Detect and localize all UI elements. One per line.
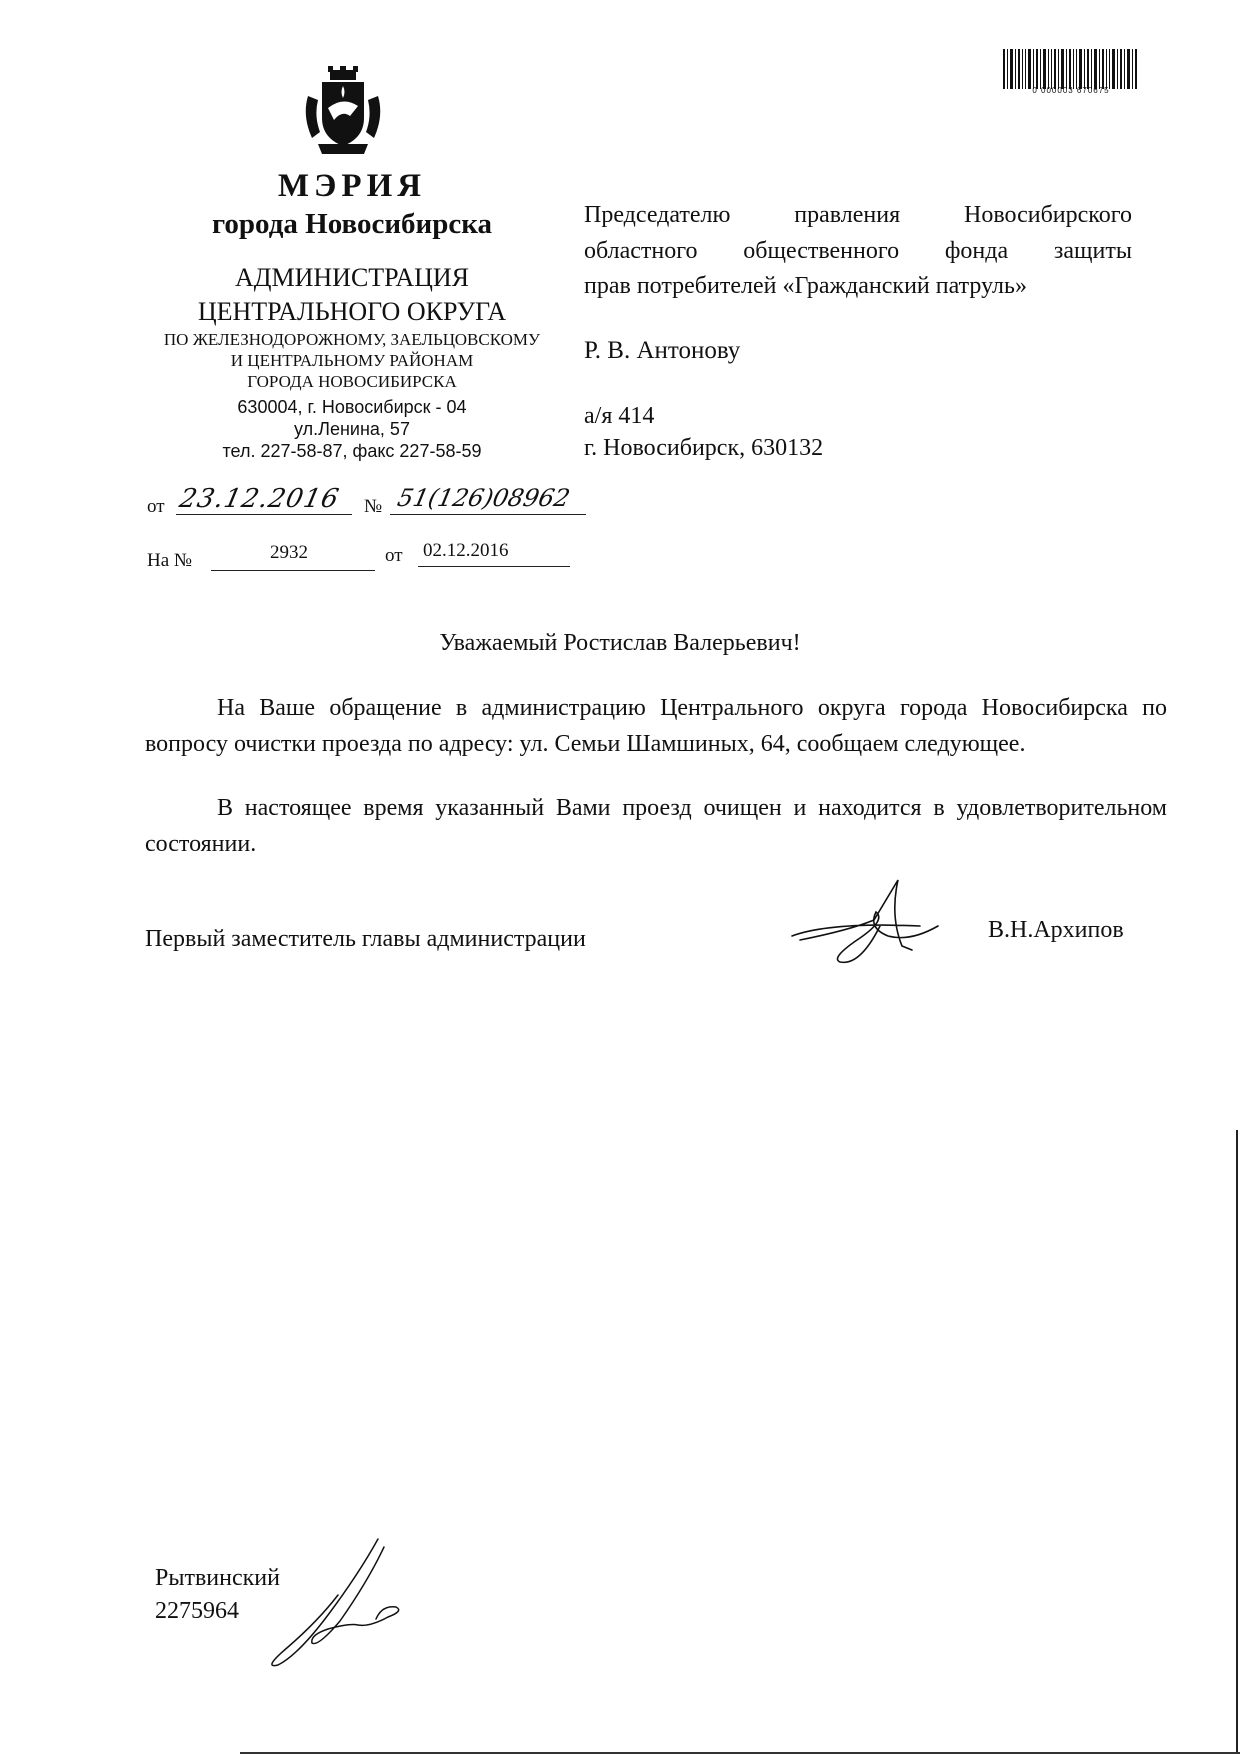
recipient-line2: областного общественного фонда защиты	[584, 238, 1132, 264]
reply-number-underline	[211, 570, 375, 571]
letterhead-admin-line2: ЦЕНТРАЛЬНОГО ОКРУГА	[197, 297, 507, 326]
outgoing-date-label: от	[147, 496, 165, 517]
letterhead-address-line2: ул.Ленина, 57	[294, 419, 410, 439]
scan-edge-right	[1236, 1130, 1238, 1754]
recipient-name: Р. В. Антонову	[584, 337, 741, 364]
recipient-line1: Председателю правления Новосибирского	[584, 202, 1132, 228]
recipient-po-box: а/я 414	[584, 403, 655, 429]
signatory-position: Первый заместитель главы администрации	[145, 926, 586, 952]
recipient-line3: прав потребителей «Гражданский патруль»	[584, 273, 1027, 299]
reply-number-label: На №	[147, 550, 193, 571]
letterhead-title: МЭРИЯ	[277, 168, 427, 204]
reply-date-underline	[418, 566, 570, 567]
executor-name: Рытвинский	[155, 1565, 280, 1591]
letterhead-address-line1: 630004, г. Новосибирск - 04	[237, 397, 467, 417]
body-paragraph-2: В настоящее время указанный Вами проезд очищен и находится в удовлетворительном состоянии.	[145, 795, 1167, 857]
executor-signature-icon	[258, 1535, 428, 1675]
outgoing-number-underline	[390, 514, 586, 515]
greeting: Уважаемый Ростислав Валерьевич!	[439, 630, 801, 656]
signatory-name: В.Н.Архипов	[988, 917, 1124, 943]
coat-of-arms-icon	[298, 66, 388, 156]
outgoing-date-handwritten: 23.12.2016	[176, 484, 343, 514]
letterhead-admin-line1: АДМИНИСТРАЦИЯ	[235, 263, 469, 292]
reply-date: 02.12.2016	[423, 540, 509, 561]
outgoing-number-handwritten: 51(126)08962	[395, 484, 573, 512]
reply-number: 2932	[270, 542, 308, 563]
letterhead-district-line3: ГОРОДА НОВОСИБИРСКА	[247, 372, 457, 391]
outgoing-date-underline	[176, 514, 352, 515]
barcode-digits: 0 000003 670675	[1032, 86, 1110, 95]
outgoing-number-label: №	[364, 496, 383, 517]
recipient-city: г. Новосибирск, 630132	[584, 435, 824, 461]
letterhead-address-line3: тел. 227-58-87, факс 227-58-59	[222, 441, 482, 461]
body-paragraph-1: На Ваше обращение в администрацию Центрального округа города Новосибирска по вопросу очистки проезда по адресу: ул. Семьи Шамшиных, 64, сообщаем следующее.	[145, 695, 1167, 757]
letterhead-district-line2: И ЦЕНТРАЛЬНОМУ РАЙОНАМ	[230, 351, 474, 370]
executor-phone: 2275964	[155, 1598, 239, 1624]
letterhead-city: города Новосибирска	[211, 208, 493, 240]
reply-date-label: от	[385, 545, 403, 566]
signature-handwritten-icon	[790, 876, 940, 968]
letterhead-district-line1: ПО ЖЕЛЕЗНОДОРОЖНОМУ, ЗАЕЛЬЦОВСКОМУ	[163, 330, 541, 349]
